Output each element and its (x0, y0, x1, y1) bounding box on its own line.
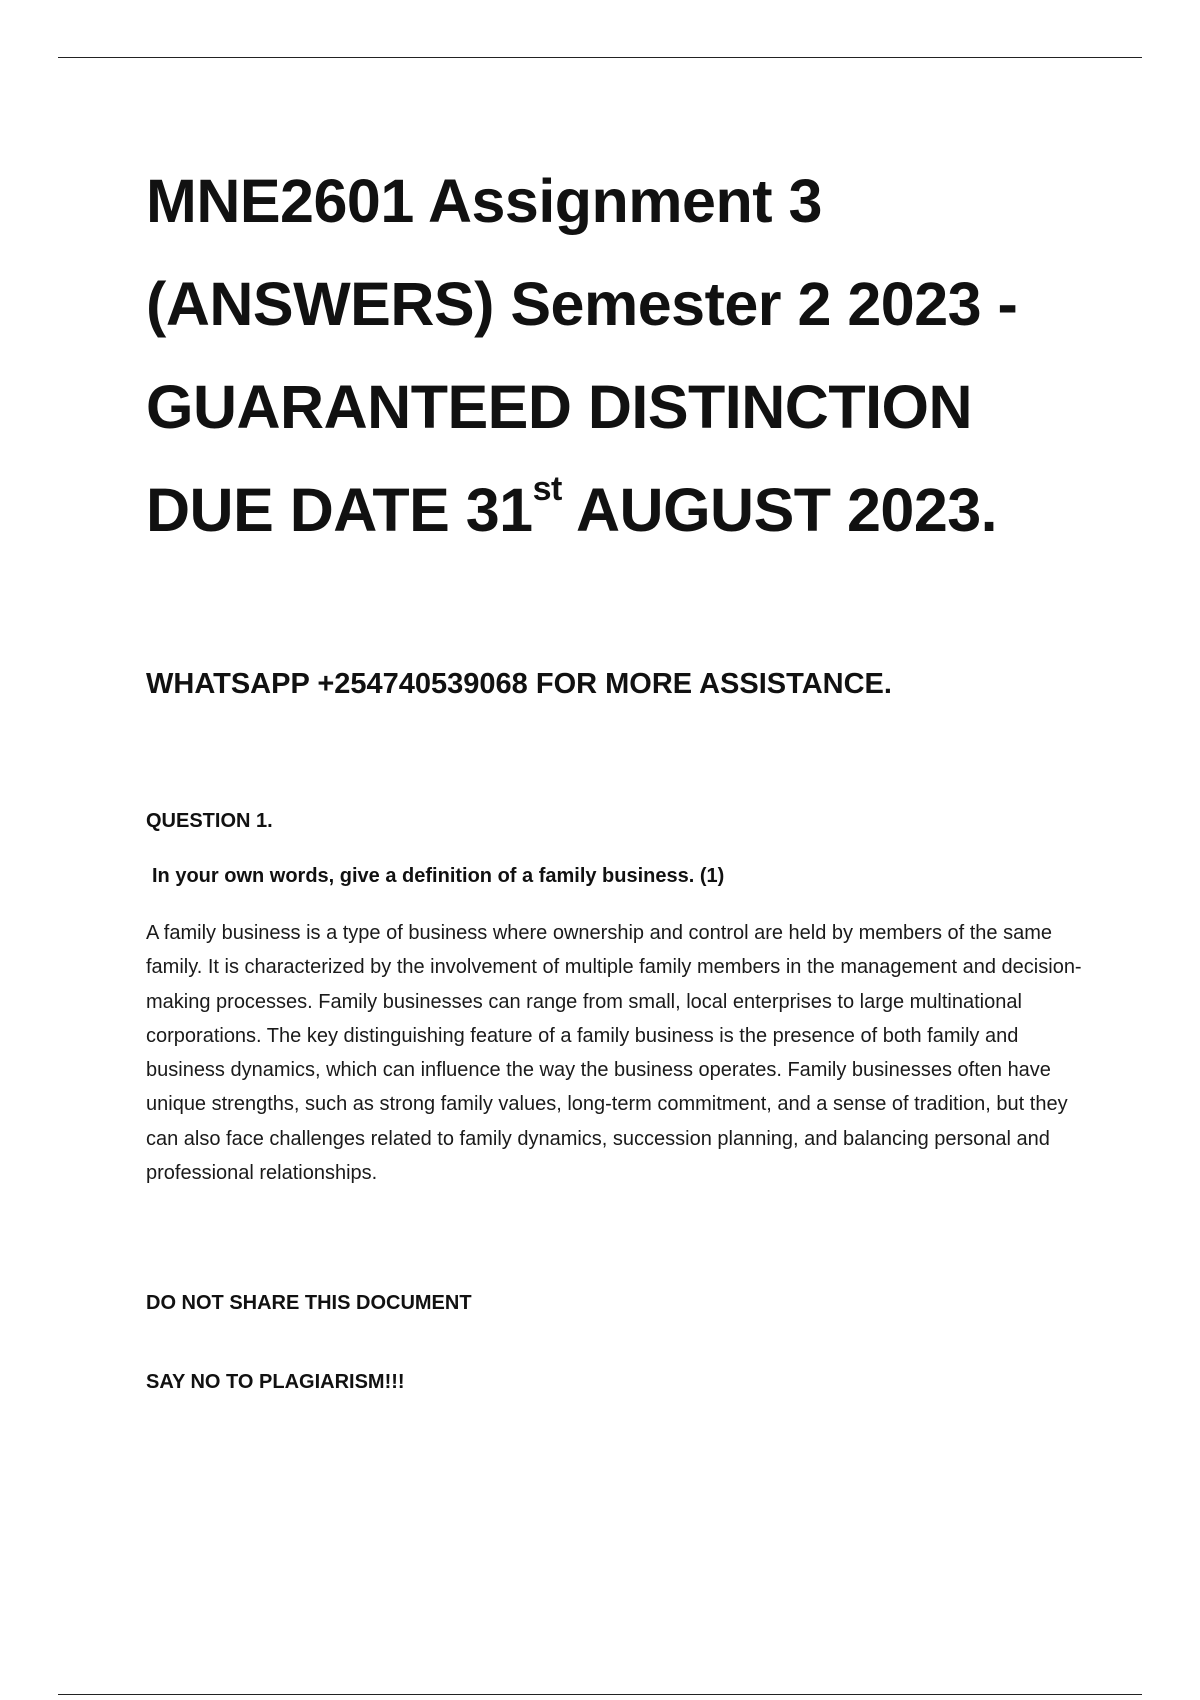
contact-line: WHATSAPP +254740539068 FOR MORE ASSISTANCE. (146, 668, 892, 700)
document-title (146, 150, 1136, 562)
plagiarism-notice: SAY NO TO PLAGIARISM!!! (146, 1371, 405, 1393)
title-line-4 (146, 459, 1136, 562)
ordinal-suffix: st (532, 469, 562, 508)
top-rule (58, 57, 1142, 58)
title-line-2: (ANSWERS) Semester 2 2023 - (146, 270, 1018, 338)
answer-paragraph: A family business is a type of business where ownership and control are held by members of the same family. It is characterized by the involvement of multiple family members in the management and decision-making processes. Family businesses can range from small, local enterprises to large multinational corporations. The key distinguishing feature of a family business is the presence of both family and business dynamics, which can influence the way the business operates. Family businesses often have unique strengths, such as strong family values, long-term commitment, and a sense of tradition, but they can also face challenges related to family dynamics, succession planning, and balancing personal and professional relationships. (146, 922, 1082, 1185)
title-line-3: GUARANTEED DISTINCTION (146, 373, 973, 441)
question-heading: QUESTION 1. (146, 810, 273, 832)
bottom-rule (58, 1694, 1142, 1695)
due-date-prefix: DUE DATE 31 (146, 476, 533, 544)
share-notice: DO NOT SHARE THIS DOCUMENT (146, 1292, 472, 1314)
due-date-suffix: AUGUST 2023. (561, 476, 998, 544)
title-line-1: MNE2601 Assignment 3 (146, 167, 822, 235)
question-prompt: In your own words, give a definition of a family business. (1) (152, 865, 725, 887)
